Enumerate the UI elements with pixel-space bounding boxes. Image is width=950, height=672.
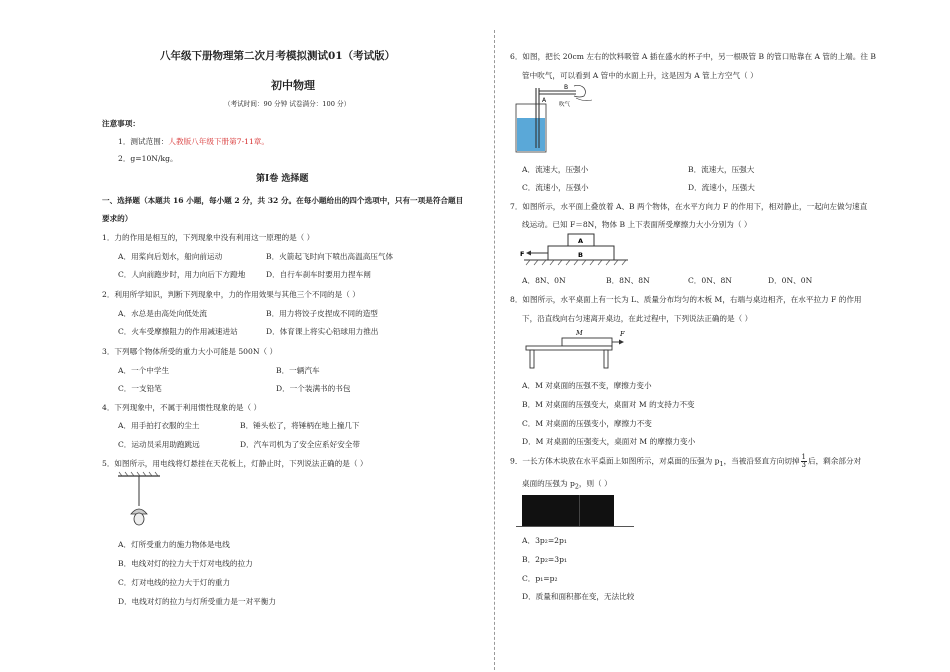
q1-option-d[interactable]: D．自行车刹车时要用力捏车闸: [266, 270, 371, 279]
stacked-blocks-figure: [520, 232, 630, 268]
q6-option-d[interactable]: D．流速小，压强大: [688, 183, 755, 192]
q7-option-d[interactable]: D．0N、0N: [768, 276, 813, 285]
q2-stem: 2．利用所学知识，判断下列现象中，力的作用效果与其他三个不同的是（ ）: [102, 290, 360, 299]
q9-option-d[interactable]: D．质量和面积都在变，无法比较: [522, 592, 635, 601]
q2-option-d[interactable]: D．体育课上将实心铅球用力推出: [266, 327, 379, 336]
q9-option-b[interactable]: B．2p₂=3p₁: [522, 555, 568, 564]
q2-option-a[interactable]: A．水总是由高处向低处流: [118, 309, 208, 318]
q4-stem: 4．下列现象中，不属于利用惯性现象的是（ ）: [102, 403, 262, 412]
q9-stem-2b: ，则（ ）: [578, 479, 612, 488]
q1-option-c[interactable]: C．人向前跑步时，用力向后下方蹬地: [118, 270, 246, 279]
notes-item-1: [118, 137, 269, 146]
q7-option-c[interactable]: C．0N、8N: [688, 276, 732, 285]
block-cut-line: [579, 495, 580, 526]
q9-stem-2a: 桌面的压强为 p: [522, 479, 575, 488]
q8-fig-label-m: M: [576, 329, 583, 337]
page-title: 八年级下册物理第二次月考模拟测试01（考试版）: [160, 50, 396, 62]
q3-option-b[interactable]: B．一辆汽车: [276, 366, 320, 375]
q7-option-b[interactable]: B．8N、8N: [606, 276, 650, 285]
wooden-block-figure: [522, 495, 614, 526]
hanging-lamp-figure: [116, 474, 166, 534]
q7-fig-label-f: F: [520, 250, 525, 258]
q6-option-b[interactable]: B．流速大，压强大: [688, 165, 755, 174]
q6-fig-label-b: B: [564, 84, 569, 91]
q9-stem-1: [510, 454, 861, 469]
q2-option-b[interactable]: B．用力将饺子皮捏成不同的造型: [266, 309, 378, 318]
q7-option-a[interactable]: A．8N、0N: [522, 276, 566, 285]
q9-fraction: [801, 454, 807, 469]
q9-stem-1c: 后，剩余部分对: [807, 456, 862, 466]
q9-stem-1b: ，当被沿竖直方向切掉: [723, 456, 800, 466]
subject-title: 初中物理: [271, 79, 315, 92]
q4-option-a[interactable]: A．用手拍打衣服的尘土: [118, 421, 200, 430]
q4-option-c[interactable]: C．运动员采用助跑跳远: [118, 440, 200, 449]
q6-fig-label-a: A: [542, 97, 547, 104]
q9-stem-2: [522, 479, 612, 491]
section-instructions-1: 一、选择题（本题共 16 小题，每小题 2 分，共 32 分。在每小题给出的四个选项中，只有一项是符合题目: [102, 196, 464, 205]
q6-stem-1: 6．如图，把长 20cm 左右的饮料吸管 A 插在盛水的杯子中，另一根吸管 B 的管口贴靠在 A 管的上端。往 B: [510, 52, 876, 61]
exam-meta: （考试时间：90 分钟 试卷满分：100 分）: [224, 100, 351, 108]
q8-stem-2: 下，沿直线向右匀速离开桌边，在此过程中，下列说法正确的是（ ）: [522, 314, 753, 323]
q9-option-c[interactable]: C．p₁=p₂: [522, 574, 558, 583]
q2-option-c[interactable]: C．火车受摩擦阻力的作用减速进站: [118, 327, 238, 336]
notes-heading: 注意事项：: [102, 119, 140, 128]
q7-stem-2: 线运动。已知 F＝8N，物体 B 上下表面所受摩擦力大小分别为（ ）: [522, 220, 752, 229]
q8-option-b[interactable]: B．M 对桌面的压强变大，桌面对 M 的支持力不变: [522, 400, 695, 409]
q3-option-c[interactable]: C．一支铅笔: [118, 384, 162, 393]
q8-stem-1: 8．如图所示，水平桌面上有一长为 L、质量分布均匀的木板 M，右端与桌边相齐，在水平拉力 F 的作用: [510, 295, 862, 304]
q6-fig-label-blow: 吹气: [559, 102, 571, 108]
q7-fig-label-a: A: [578, 237, 584, 245]
q3-option-a[interactable]: A．一个中学生: [118, 366, 170, 375]
q4-option-b[interactable]: B．锤头松了，将锤柄在地上撞几下: [240, 421, 360, 430]
q6-option-a[interactable]: A．流速大，压强小: [522, 165, 589, 174]
q8-option-d[interactable]: D．M 对桌面的压强变大，桌面对 M 的摩擦力变小: [522, 437, 696, 446]
q3-stem: 3．下列哪个物体所受的重力大小可能是 500N（ ）: [102, 347, 278, 356]
table-board-figure: [524, 326, 634, 370]
q9-p1-subscript: 1: [719, 461, 724, 469]
q5-option-d[interactable]: D．电线对灯的拉力与灯所受重力是一对平衡力: [118, 597, 276, 606]
column-divider: [494, 30, 495, 670]
straw-cup-figure: [514, 86, 604, 156]
q1-stem: 1．力的作用是相互的，下列现象中没有利用这一原理的是（ ）: [102, 233, 315, 242]
q8-option-c[interactable]: C．M 对桌面的压强变小，摩擦力不变: [522, 419, 652, 428]
q5-option-c[interactable]: C．灯对电线的拉力大于灯的重力: [118, 578, 231, 587]
q3-option-d[interactable]: D．一个装满书的书包: [276, 384, 351, 393]
q6-stem-2: 管中吹气，可以看到 A 管中的水面上升，这是因为 A 管上方空气（ ）: [522, 71, 758, 80]
q5-option-b[interactable]: B．电线对灯的拉力大于灯对电线的拉力: [118, 559, 253, 568]
q9-fraction-denominator: 3: [801, 461, 806, 469]
q9-p2-subscript: 2: [574, 483, 579, 491]
notes-item-2: 2．g=10N/kg。: [118, 154, 178, 163]
q8-option-a[interactable]: A．M 对桌面的压强不变，摩擦力变小: [522, 381, 652, 390]
q4-option-d[interactable]: D．汽车司机为了安全应系好安全带: [240, 440, 360, 449]
q7-fig-label-b: B: [578, 251, 583, 259]
table-surface-line: [516, 526, 634, 527]
notes-item-1-range: 人教版八年级下册第7-11章。: [168, 137, 269, 146]
q9-stem-1a: 9．一长方体木块放在水平桌面上如图所示，对桌面的压强为 p: [510, 456, 720, 466]
q6-option-c[interactable]: C．流速小，压强小: [522, 183, 589, 192]
notes-item-1-prefix: 1．测试范围：: [118, 137, 169, 146]
q1-option-b[interactable]: B．火箭起飞时向下喷出高温高压气体: [266, 252, 394, 261]
q5-stem: 5．如图所示，用电线将灯悬挂在天花板上，灯静止时，下列说法正确的是（ ）: [102, 459, 368, 468]
section-instructions-2: 要求的）: [102, 214, 133, 223]
q7-stem-1: 7．如图所示，水平面上叠放着 A、B 两个物体，在水平方向力 F 的作用下，相对静止，一起向左做匀速直: [510, 202, 868, 211]
section-title: 第Ⅰ卷 选择题: [256, 174, 309, 184]
q5-option-a[interactable]: A．灯所受重力的施力物体是电线: [118, 540, 230, 549]
q1-option-a[interactable]: A．用桨向后划水，船向前运动: [118, 252, 223, 261]
q9-fraction-numerator: 1: [801, 453, 806, 461]
q8-fig-label-f: F: [620, 330, 625, 338]
q9-option-a[interactable]: A．3p₂=2p₁: [522, 536, 567, 545]
